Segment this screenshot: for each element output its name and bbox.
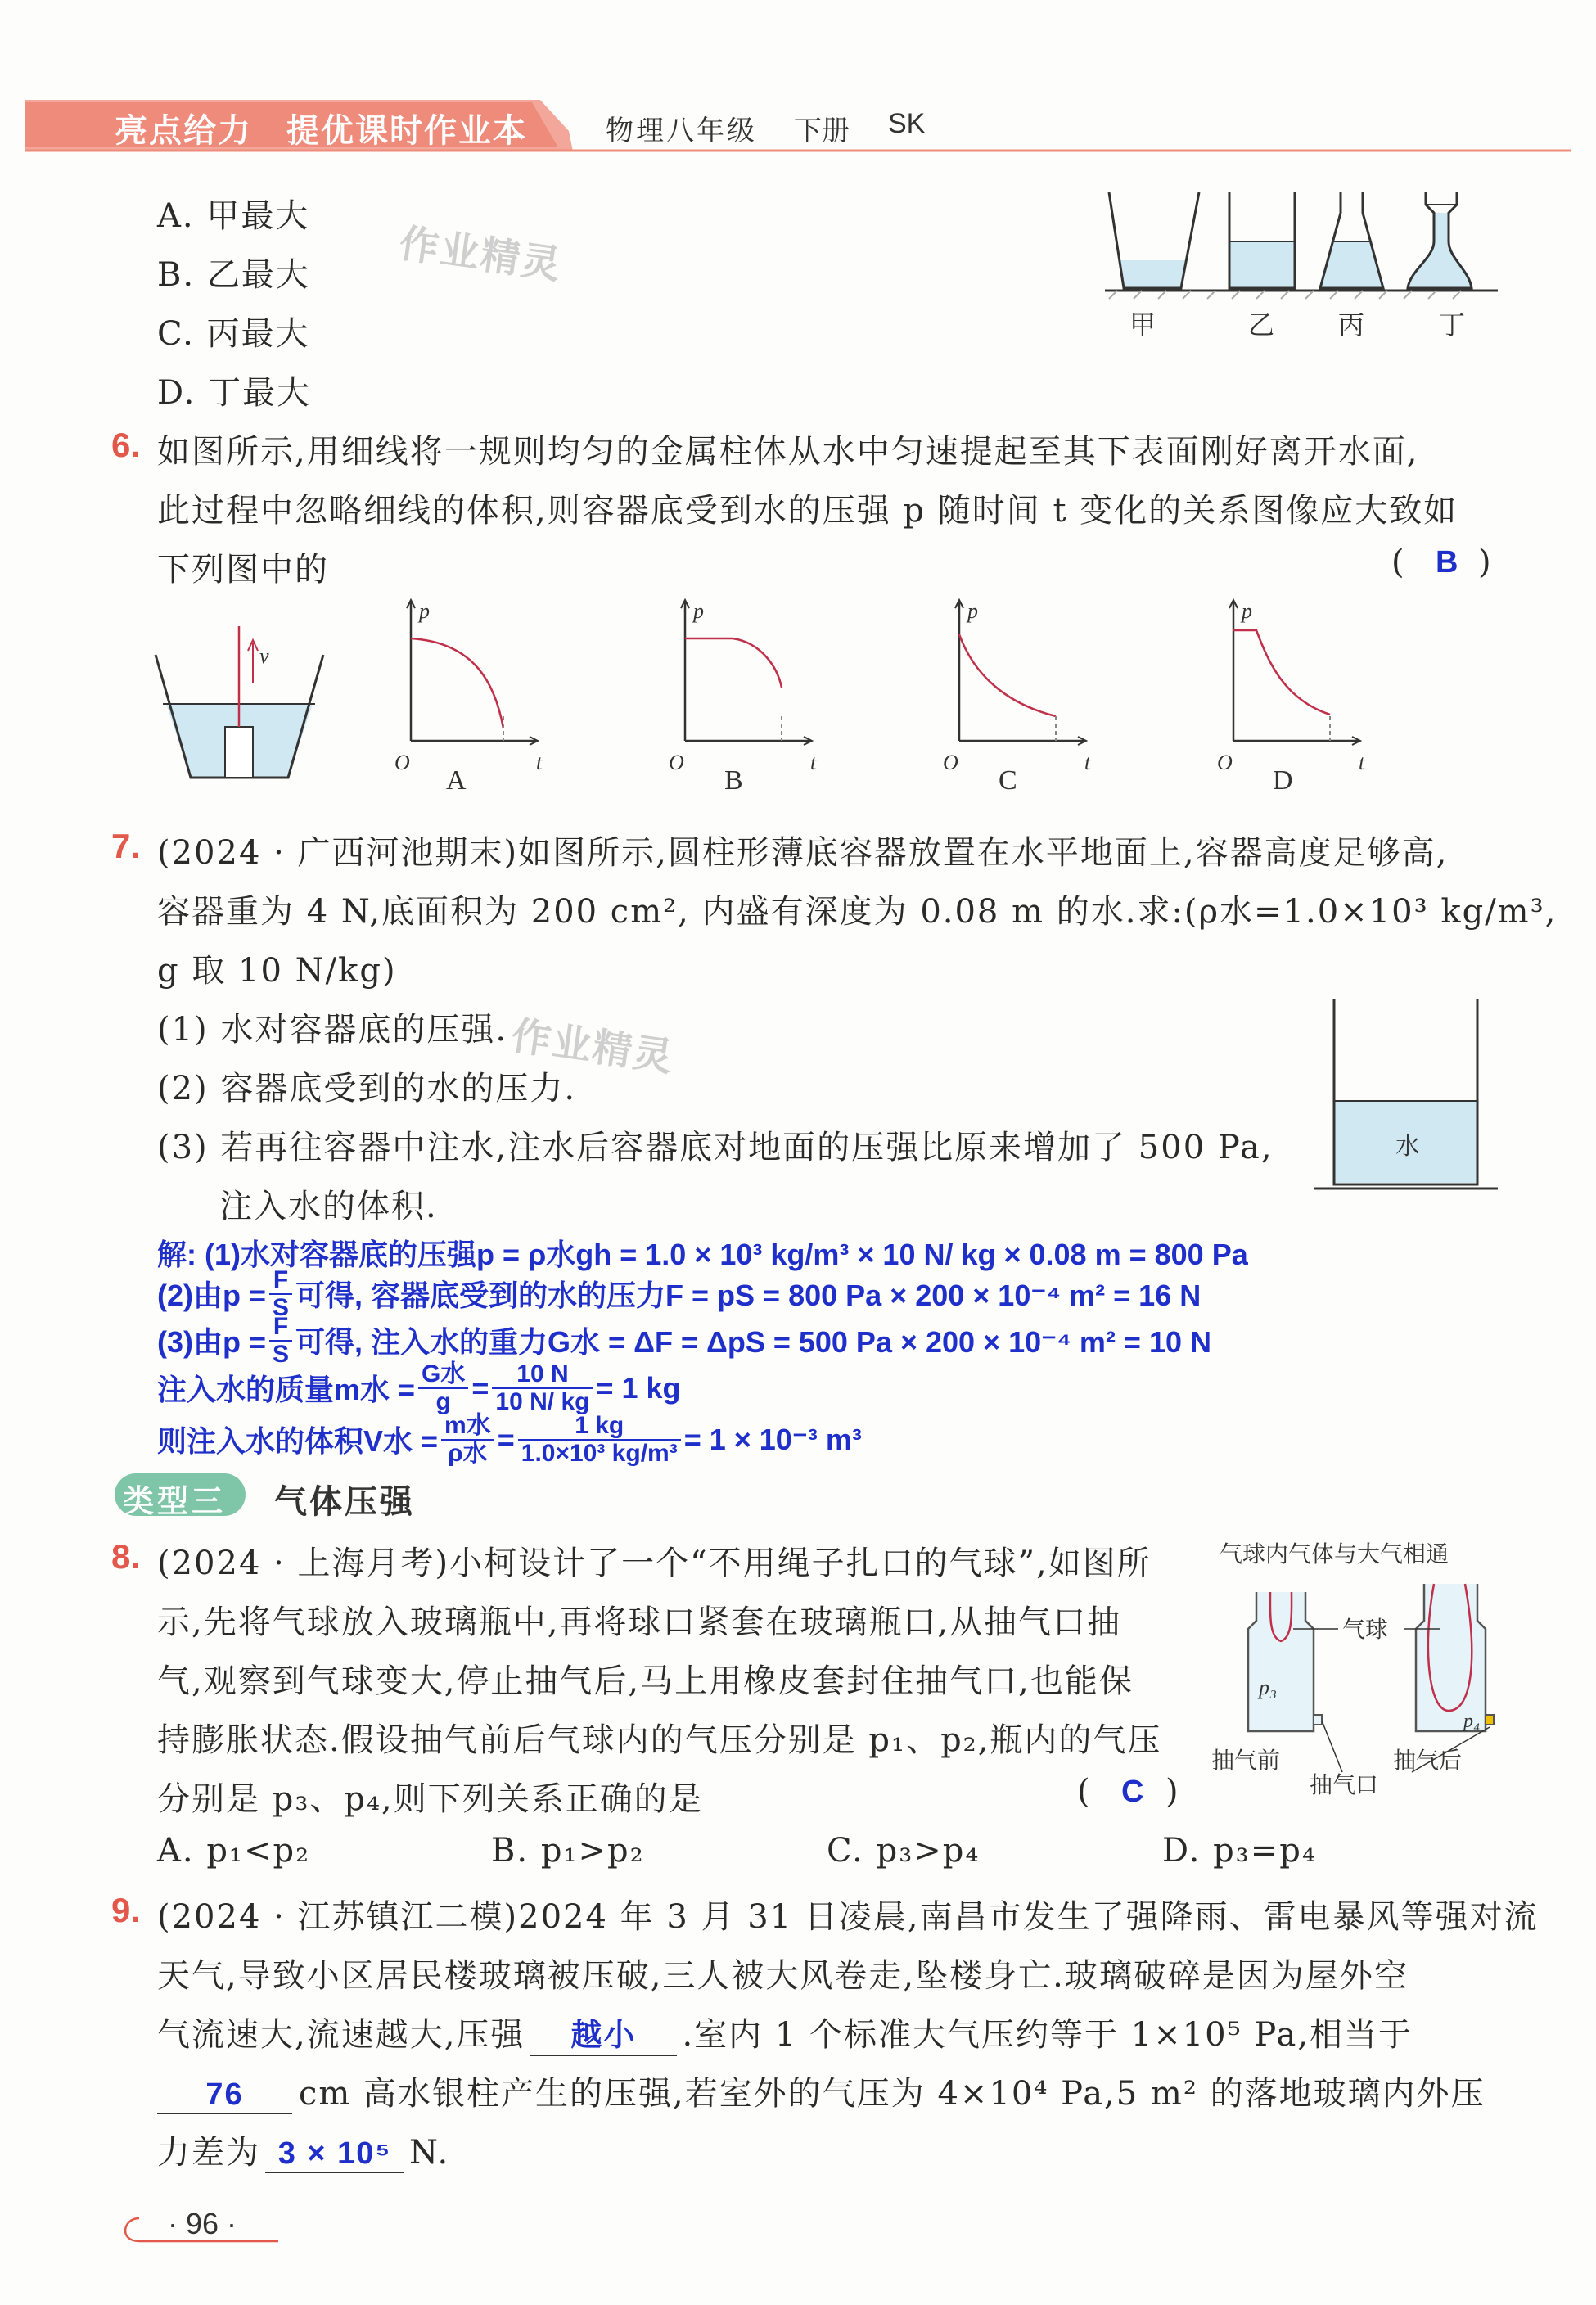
graph-label-a: A [446,765,467,796]
q6-answer-paren-open: ( [1391,544,1406,581]
q8-option-d: D. p₃=p₄ [1162,1832,1317,1870]
q7-solution-3 [157,1314,1211,1367]
graph-a-curve [411,638,503,728]
label-jia: 甲 [1129,310,1156,340]
graph-d-curve [1233,630,1330,715]
q7-frac-3-num: F [269,1314,292,1342]
q8-answer: C [1121,1775,1144,1809]
label-p3: p₃ [1259,1676,1278,1699]
graph-y-axis-label: p [419,599,430,623]
container-yi-water [1229,241,1295,288]
q7-solution-1: 解: (1)水对容器底的压强p = ρ水gh = 1.0 × 10³ kg/m³ × 10 N/ kg × 0.08 m = 800 Pa [157,1238,1248,1271]
q7-solution-3b: 可得, 注入水的重力G水 = ΔF = ΔpS = 500 Pa × 200 × 10⁻⁴ m² = 10 N [295,1325,1212,1359]
q8-answer-paren-open: ( [1077,1773,1092,1811]
q7-solution-2b: 可得, 容器底受到的水的压力F = pS = 800 Pa × 200 × 10⁻⁴ m² = 16 N [295,1279,1202,1312]
graph-origin-label: O [669,751,684,774]
label-outlet: 抽气口 [1310,1773,1379,1798]
graph-label-b: B [724,765,743,796]
q9-blank-2[interactable] [157,2075,292,2114]
series-title: 提优课时作业本 [286,113,527,149]
q9-blank-2-answer: 76 [205,2077,244,2112]
bottle-before [1248,1592,1314,1731]
q7-solution-3a: (3)由p = [157,1325,267,1359]
q7-container-figure [1310,995,1522,1207]
q8-line-1: (2024 · 上海月考)小柯设计了一个“不用绳子扎口的气球”,如图所 [157,1545,1152,1582]
q7-solution-5a: 则注入水的体积V水 = [157,1424,439,1458]
q9-line-2: 天气,导致小区居民楼玻璃被压破,三人被大风卷走,坠楼身亡.玻璃破碎是因为屋外空 [157,1957,1409,1995]
label-p4: p₄ [1463,1711,1481,1732]
q8-number: 8. [111,1537,141,1576]
q5-containers-figure [1097,188,1506,344]
q6-number: 6. [111,426,141,464]
q8-option-a: A. p₁<p₂ [157,1832,311,1870]
q9-line-5 [157,2127,449,2173]
graph-c [943,599,1091,774]
q5-option-d: D. 丁最大 [157,374,312,412]
q7-solution-4b: = 1 kg [596,1370,681,1405]
q7-number: 7. [111,827,141,865]
q7-frac-4a-num: G水 [418,1361,468,1389]
graph-b [669,599,817,774]
q9-line-3b: .室内 1 个标准大气压约等于 1×10⁵ Pa,相当于 [682,2016,1413,2054]
q5-option-b: B. 乙最大 [157,256,310,294]
label-after: 抽气后 [1393,1748,1463,1774]
q7-solution-5-eq: = [497,1422,515,1456]
container-ding-water [1408,213,1472,288]
graph-x-axis-label: t [810,751,817,774]
graph-c-curve [959,634,1056,716]
q7-line-2: 容器重为 4 N,底面积为 200 cm², 内盛有深度为 0.08 m 的水.求:(ρ水=1.0×10³ kg/m³, [157,893,1558,931]
q7-sub-3-cont: 注入水的体积. [219,1188,438,1225]
label-ding: 丁 [1439,310,1466,340]
q9-line-1: (2024 · 江苏镇江二模)2024 年 3 月 31 日凌晨,南昌市发生了强降雨、雷电暴风等强对流 [157,1898,1539,1936]
q9-line-3 [157,2009,1413,2056]
q7-frac-5a-num: m水 [441,1413,494,1441]
q7-frac-4b-num: 10 N [492,1361,593,1389]
q9-line-4 [157,2068,1486,2114]
q7-solution-2a: (2)由p = [157,1279,267,1312]
q8-option-c: C. p₃>p₄ [827,1832,981,1870]
q9-line-4b: cm 高水银柱产生的压强,若室外的气压为 4×10⁴ Pa,5 m² 的落地玻璃内外压 [299,2075,1486,2113]
q9-number: 9. [111,1891,141,1929]
q9-line-3a: 气流速大,流速越大,压强 [157,2016,525,2054]
watermark: 作业精灵 [396,222,566,288]
section-title: 气体压强 [274,1484,415,1520]
velocity-label: v [259,644,269,668]
q6-answer-paren-close: ) [1478,544,1493,581]
q7-line-1: (2024 · 广西河池期末)如图所示,圆柱形薄底容器放置在水平地面上,容器高度足够高, [157,834,1449,872]
q7-frac-5b-num: 1 kg [518,1413,681,1441]
container-jia-water [1119,260,1187,288]
q8-option-b: B. p₁>p₂ [491,1832,645,1870]
graph-origin-label: O [394,751,410,774]
brand: 亮点给力 [115,113,252,149]
q8-answer-paren-close: ) [1165,1773,1180,1811]
q9-blank-3[interactable] [265,2134,404,2173]
q9-line-5a: 力差为 [157,2134,260,2172]
water-label: 水 [1395,1133,1420,1160]
label-bing: 丙 [1338,310,1365,340]
graph-label-d: D [1273,765,1293,796]
q8-balloon-figure [1203,1531,1506,1809]
section-tag: 类型三 [123,1485,227,1519]
q8-line-2: 示,先将气球放入玻璃瓶中,再将球口紧套在玻璃瓶口,从抽气口抽 [157,1604,1122,1641]
label-balloon: 气球 [1342,1617,1389,1643]
graph-a [394,599,543,774]
q7-frac-4b-den: 10 N/ kg [495,1387,590,1415]
fig-caption: 气球内气体与大气相通 [1220,1542,1449,1567]
graph-y-axis-label: p [1242,599,1252,623]
bottle-after [1416,1584,1486,1731]
graph-origin-label: O [943,751,958,774]
q6-answer: B [1436,545,1458,580]
q8-line-4: 持膨胀状态.假设抽气前后气球内的气压分别是 p₁、p₂,瓶内的气压 [157,1721,1162,1759]
q6-line-2: 此过程中忽略细线的体积,则容器底受到水的压强 p 随时间 t 变化的关系图像应大致如 [157,492,1458,530]
q9-line-5b: N. [409,2134,450,2172]
page-number: · 96 · [168,2207,237,2240]
q7-solution-5 [157,1413,862,1466]
graph-label-c: C [999,765,1017,796]
q7-solution-5b: = 1 × 10⁻³ m³ [683,1422,862,1456]
q7-solution-4a: 注入水的质量m水 = [157,1373,416,1406]
q7-frac-3-den: S [273,1340,290,1368]
graph-x-axis-label: t [1359,751,1365,774]
q7-frac-2-den: S [273,1293,290,1321]
q7-sub-3: (3) 若再往容器中注水,注水后容器底对地面的压强比原来增加了 500 Pa, [157,1129,1274,1166]
q6-container-figure [151,622,331,794]
q7-sub-2: (2) 容器底受到的水的压力. [157,1070,577,1107]
q6-line-1: 如图所示,用细线将一规则均匀的金属柱体从水中匀速提起至其下表面刚好离开水面, [157,433,1419,471]
metal-cylinder [225,727,253,778]
q5-option-c: C. 丙最大 [157,315,310,353]
label-before: 抽气前 [1211,1748,1281,1774]
q8-line-5: 分别是 p₃、p₄,则下列关系正确的是 [157,1780,703,1818]
q7-frac-2-num: F [269,1267,292,1295]
q7-solution-2 [157,1267,1201,1320]
q7-solution-4 [157,1361,681,1414]
graph-b-curve [685,638,782,688]
q7-solution-4-eq: = [471,1370,489,1405]
q7-line-3: g 取 10 N/kg) [157,952,397,990]
graph-x-axis-label: t [1084,751,1091,774]
volume: 下册 [794,115,850,147]
edition: SK [888,108,926,139]
graph-x-axis-label: t [536,751,543,774]
graph-y-axis-label: p [693,599,704,623]
q9-blank-1-answer: 越小 [570,2019,637,2053]
q7-frac-5a-den: ρ水 [448,1439,488,1467]
header-bar [0,0,1596,164]
q7-frac-5b-den: 1.0×10³ kg/m³ [521,1439,678,1467]
q9-blank-3-answer: 3 × 10⁵ [277,2136,392,2171]
subject: 物理八年级 [606,115,757,147]
container-bing-water [1320,241,1383,288]
watermark-2: 作业精灵 [508,1014,678,1080]
graph-y-axis-label: p [967,599,978,623]
q8-line-3: 气,观察到气球变大,停止抽气后,马上用橡皮套封住抽气口,也能保 [157,1662,1134,1700]
q5-option-a: A. 甲最大 [157,197,310,235]
q7-frac-4a-den: g [435,1387,451,1415]
graph-origin-label: O [1217,751,1233,774]
label-yi: 乙 [1248,310,1275,340]
q9-blank-1[interactable] [530,2010,677,2056]
graph-d [1217,599,1365,774]
q7-sub-1: (1) 水对容器底的压强. [157,1011,508,1049]
q6-line-3: 下列图中的 [157,551,329,589]
